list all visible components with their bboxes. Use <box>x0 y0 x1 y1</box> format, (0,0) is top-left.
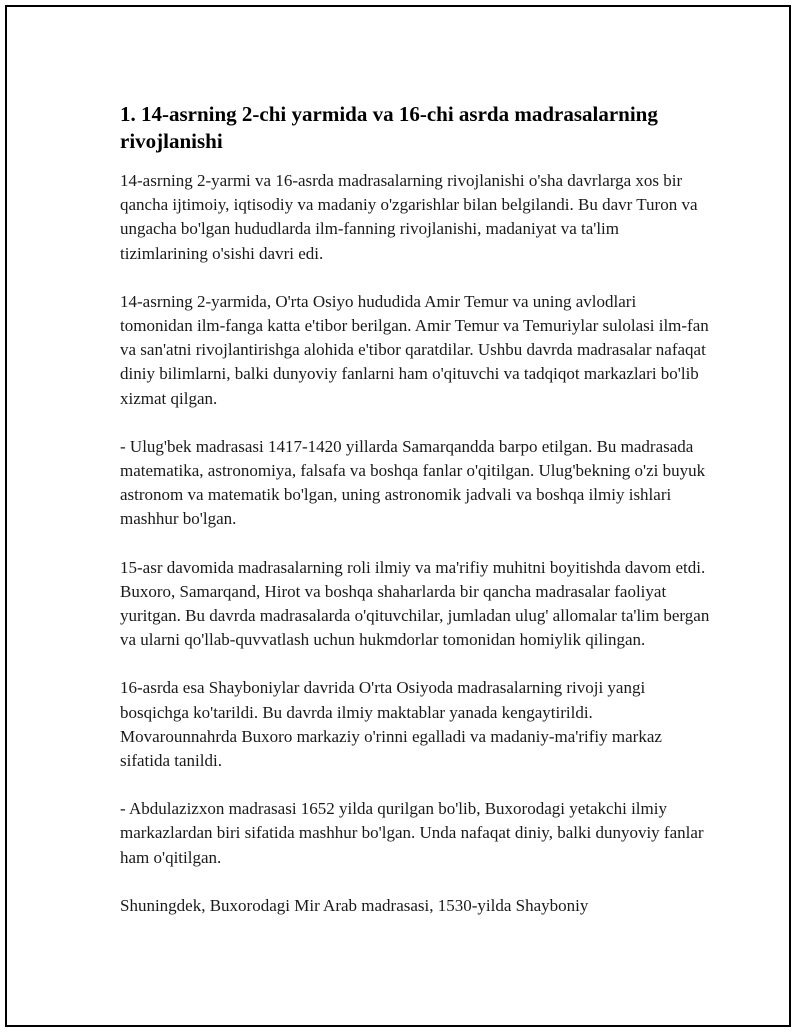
document-body <box>120 101 710 942</box>
document-title: 1. 14-asrning 2-chi yarmida va 16-chi asrda madrasalarning rivojlanishi <box>120 102 658 153</box>
paragraph-2: 14-asrning 2-yarmida, O'rta Osiyo hududida Amir Temur va uning avlodlari tomonidan ilm-fanga katta e'tibor berilgan. Amir Temur va Temuriylar sulolasi ilm-fan va san'atni rivojlantirishga alohida e'tibor qaratdilar. Ushbu davrda madrasalar nafaqat diniy bilimlarni, balki dunyoviy fanlarni ham o'qituvchi va tadqiqot markazlari bo'lib xizmat qilgan. <box>120 291 709 408</box>
paragraph-1: 14-asrning 2-yarmi va 16-asrda madrasalarning rivojlanishi o'sha davrlarga xos bir qancha ijtimoiy, iqtisodiy va madaniy o'zgarishlar bilan belgilandi. Bu davr Turon va ungacha bo'lgan hududlarda ilm-fanning rivojlanishi, madaniyat va ta'lim tizimlarining o'sishi davri edi. <box>120 171 698 263</box>
paragraph-6: - Abdulazizxon madrasasi 1652 yilda qurilgan bo'lib, Buxorodagi yetakchi ilmiy markazlardan biri sifatida mashhur bo'lgan. Unda nafaqat diniy, balki dunyoviy fanlar ham o'qitilgan. <box>120 799 704 867</box>
paragraph-3: - Ulug'bek madrasasi 1417-1420 yillarda Samarqandda barpo etilgan. Bu madrasada matematika, astronomiya, falsafa va boshqa fanlar o'qitilgan. Ulug'bekning o'zi buyuk astronom va matematik bo'lgan, uning astronomik jadvali va boshqa ilmiy ishlari mashhur bo'lgan. <box>120 436 706 529</box>
paragraph-5: 16-asrda esa Shayboniylar davrida O'rta Osiyoda madrasalarning rivoji yangi bosqichga ko'tarildi. Bu davrda ilmiy maktablar yanada kengaytirildi. Movarounnahrda Buxoro markaziy o'rinni egalladi va madaniy-ma'rifiy markaz sifatida tanildi. <box>120 678 662 771</box>
paragraph-4: 15-asr davomida madrasalarning roli ilmiy va ma'rifiy muhitni boyitishda davom etdi. Buxoro, Samarqand, Hirot va boshqa shaharlarda bir qancha madrasalar faoliyat yuritgan. Bu davrda madrasalarda o'qituvchilar, jumladan ulug' allomalar ta'lim bergan va ularni qo'llab-quvvatlash uchun hukmdorlar tomonidan homiylik qilingan. <box>120 557 710 650</box>
document-page <box>5 5 791 1027</box>
paragraph-7: Shuningdek, Buxorodagi Mir Arab madrasasi, 1530-yilda Shayboniy <box>120 895 589 915</box>
